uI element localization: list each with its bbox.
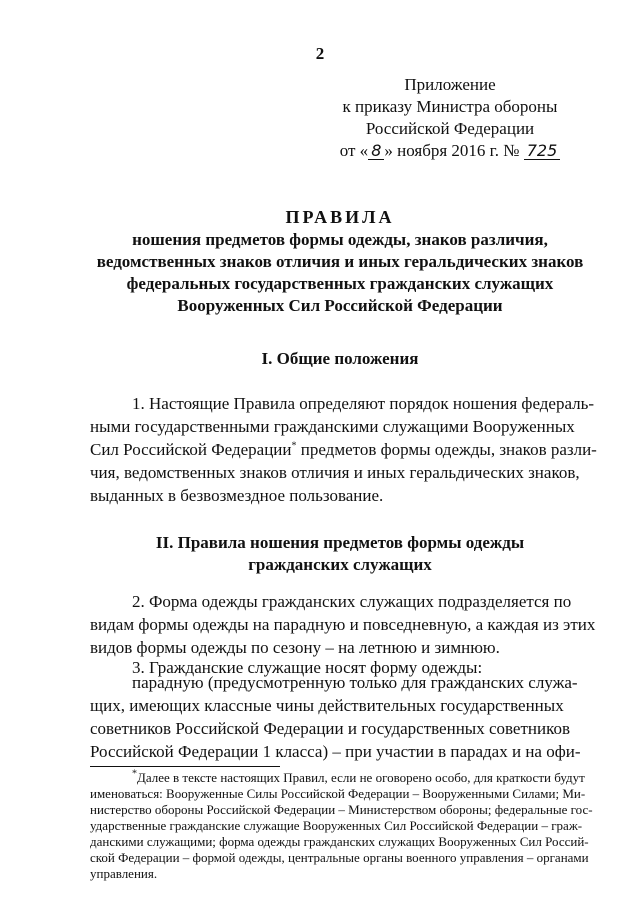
- paragraph-line: советников Российской Федерации и государственных советников: [90, 719, 571, 738]
- paragraph-2: [90, 590, 600, 659]
- handwritten-day: 8: [368, 143, 384, 160]
- paragraph-line: 1. Настоящие Правила определяют порядок ношения федераль-: [132, 394, 595, 413]
- date-prefix: от «: [339, 141, 369, 160]
- paragraph-line: Российской Федерации 1 класса) – при участии в парадах и на офи-: [90, 742, 581, 761]
- page-number: 2: [315, 44, 325, 63]
- appendix-date-line: [290, 140, 610, 162]
- footnote-text: Далее в тексте настоящих Правил, если не оговорено особо, для краткости будут: [137, 770, 585, 785]
- date-middle: » ноября 2016 г. №: [384, 141, 520, 160]
- footnote-line: управления.: [90, 866, 158, 881]
- handwritten-order-number: 725: [524, 143, 561, 160]
- subtitle-line: ведомственных знаков отличия и иных геральдических знаков: [96, 252, 584, 271]
- subtitle-line: федеральных государственных гражданских служащих: [126, 274, 554, 293]
- footnote-line: ской Федерации – формой одежды, центральные органы военного управления – органами: [90, 850, 589, 865]
- paragraph-line: 3. Гражданские служащие носят форму одежды:: [132, 658, 483, 677]
- paragraph-line: щих, имеющих классные чины действительных государственных: [90, 696, 564, 715]
- paragraph-line: 2. Форма одежды гражданских служащих подразделяется по: [132, 592, 572, 611]
- section-1-heading-text: I. Общие положения: [261, 349, 419, 368]
- section-2-heading: [90, 532, 590, 576]
- appendix-country: Российской Федерации: [365, 119, 535, 138]
- footnote-marker: *: [291, 440, 297, 452]
- paragraph-line: видов формы одежды по сезону – на летнюю и зимнюю.: [90, 638, 500, 657]
- footnote-line: данскими служащими; форма одежды гражданских служащих Вооруженных Сил Россий-: [90, 834, 589, 849]
- subtitle-line: Вооруженных Сил Российской Федерации: [177, 296, 503, 315]
- section-2-heading-line: II. Правила ношения предметов формы одежды: [155, 533, 525, 552]
- appendix-label: Приложение: [404, 75, 496, 94]
- document-subtitle: [80, 229, 600, 317]
- appendix-order-ref: к приказу Министра обороны: [342, 97, 558, 116]
- footnote-line: [90, 770, 600, 786]
- section-2-heading-line: гражданских служащих: [248, 555, 432, 574]
- paragraph-line: выданных в безвозмездное пользование.: [90, 486, 384, 505]
- footnote: [90, 770, 600, 882]
- footnote-line: нистерство обороны Российской Федерации – Министерством обороны; федеральные гос-: [90, 802, 593, 817]
- footnote-line: именоваться: Вооруженные Силы Российской Федерации – Вооруженными Силами; Ми-: [90, 786, 586, 801]
- paragraph-line: [90, 438, 600, 461]
- paragraph-line: видам формы одежды на парадную и повседневную, а каждая из этих: [90, 615, 596, 634]
- paragraph-line: парадную (предусмотренную только для гражданских служа-: [132, 673, 578, 692]
- document-title: ПРАВИЛА: [285, 207, 395, 227]
- paragraph-text: Сил Российской Федерации: [90, 440, 292, 459]
- footnote-divider: [90, 766, 280, 767]
- appendix-block: [290, 74, 610, 162]
- footnote-marker: *: [132, 768, 137, 780]
- paragraph-text: предметов формы одежды, знаков разли-: [296, 440, 597, 459]
- section-1-heading: [90, 348, 590, 370]
- footnote-line: ударственные гражданские служащие Вооруженных Сил Российской Федерации – граж-: [90, 818, 583, 833]
- subtitle-line: ношения предметов формы одежды, знаков различия,: [132, 230, 548, 249]
- paragraph-4: [90, 671, 600, 763]
- paragraph-1: [90, 392, 600, 507]
- paragraph-line: чия, ведомственных знаков отличия и иных геральдических знаков,: [90, 463, 580, 482]
- paragraph-line: ными государственными гражданскими служащими Вооруженных: [90, 417, 575, 436]
